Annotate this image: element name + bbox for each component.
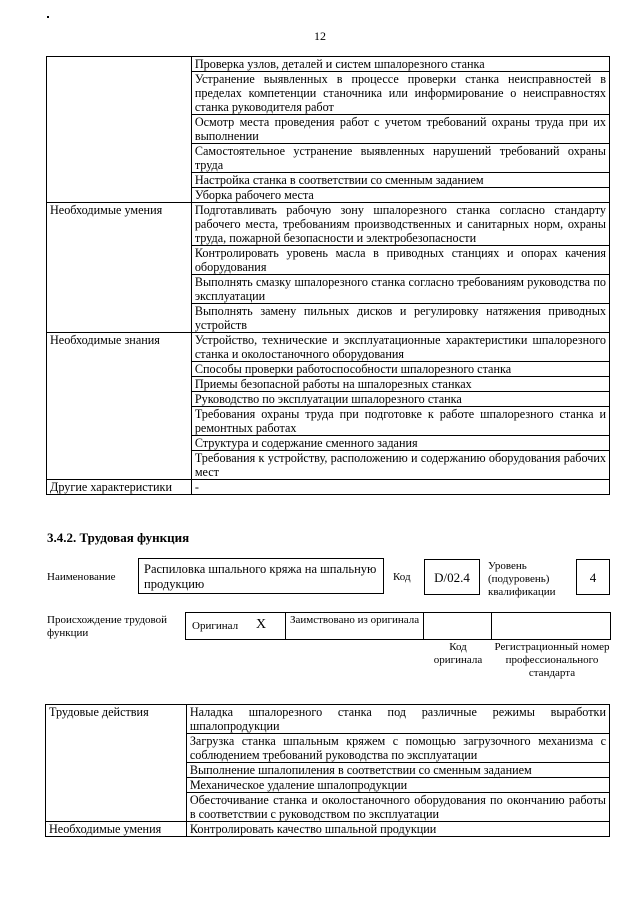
origin-divider	[491, 612, 492, 640]
labor-action-item: Загрузка станка шпальным кряжем с помощью загрузочного механизма с соблюдением требований руководства по эксплуатации	[186, 734, 609, 763]
labor-action-item: Устранение выявленных в процессе проверки станка неисправностей в пределах компетенции станочника или информирование о неисправностях станка руководителя работ	[191, 72, 609, 115]
label-cell-empty	[47, 57, 192, 203]
name-label: Наименование	[47, 571, 116, 583]
origin-divider	[423, 612, 424, 640]
section-heading: 3.4.2. Трудовая функция	[47, 530, 190, 545]
table-row	[47, 57, 610, 72]
labor-action-item: Самостоятельное устранение выявленных нарушений требований охраны труда	[191, 144, 609, 173]
knowledge-item: Устройство, технические и эксплуатационные характеристики шпалорезного станка и околостаночного оборудования	[191, 333, 609, 362]
skill-item: Подготавливать рабочую зону шпалорезного станка согласно стандарту рабочего места, требованиям производственных и санитарных норм, охраны труда, пожарной безопасности и электробезопасности	[191, 203, 609, 246]
table-row	[46, 705, 610, 734]
knowledge-item: Руководство по эксплуатации шпалорезного станка	[191, 392, 609, 407]
page-number: 12	[314, 29, 326, 43]
table-row	[47, 203, 610, 246]
knowledge-item: Требования охраны труда при подготовке к работе шпалорезного станка и ремонтных работах	[191, 407, 609, 436]
level-value: 4	[589, 570, 597, 585]
skill-item: Выполнять смазку шпалорезного станка согласно требованиям руководства по эксплуатации	[191, 275, 609, 304]
code-original-caption: Код оригинала	[433, 641, 483, 666]
actions-label: Трудовые действия	[46, 705, 187, 822]
skills-label: Необходимые умения	[47, 203, 192, 333]
labor-action-item: Выполнение шпалопиления в соответствии со сменным заданием	[186, 763, 609, 778]
skill-item: Контролировать качество шпальной продукции	[186, 822, 609, 837]
code-box	[424, 559, 480, 595]
table-row	[47, 480, 610, 495]
labor-action-item: Обесточивание станка и околостаночного оборудования по окончанию работы в соответствии с руководством по эксплуатации	[186, 793, 609, 822]
knowledge-item: Способы проверки работоспособности шпалорезного станка	[191, 362, 609, 377]
labor-action-item: Осмотр места проведения работ с учетом требований охраны труда при их выполнении	[191, 115, 609, 144]
code-value: D/02.4	[434, 570, 470, 585]
function-name-box	[138, 558, 384, 594]
labor-action-item: Настройка станка в соответствии со сменным заданием	[191, 173, 609, 188]
origin-divider	[285, 612, 286, 640]
competency-table-2	[45, 704, 610, 837]
borrowed-label: Заимствовано из оригинала	[290, 614, 420, 626]
knowledge-item: Структура и содержание сменного задания	[191, 436, 609, 451]
table-row	[46, 822, 610, 837]
knowledge-item: Требования к устройству, расположению и содержанию оборудования рабочих мест	[191, 451, 609, 480]
labor-action-item: Уборка рабочего места	[191, 188, 609, 203]
code-label: Код	[393, 571, 411, 583]
labor-action-item: Механическое удаление шпалопродукции	[186, 778, 609, 793]
labor-action-item: Проверка узлов, деталей и систем шпалорезного станка	[191, 57, 609, 72]
level-label: Уровень (подуровень) квалификации	[488, 560, 556, 598]
table-row	[47, 333, 610, 362]
original-mark: X	[256, 617, 267, 632]
other-label: Другие характеристики	[47, 480, 192, 495]
knowledge-label: Необходимые знания	[47, 333, 192, 480]
knowledge-item: Приемы безопасной работы на шпалорезных станках	[191, 377, 609, 392]
other-value: -	[191, 480, 609, 495]
skill-item: Выполнять замену пильных дисков и регулировку натяжения приводных устройств	[191, 304, 609, 333]
competency-table-1	[46, 56, 610, 495]
level-box	[576, 559, 610, 595]
reg-number-caption: Регистрационный номер профессионального стандарта	[494, 641, 610, 679]
original-label: Оригинал	[192, 620, 239, 632]
function-name: Распиловка шпального кряжа на шпальную продукцию	[144, 562, 377, 591]
scan-speck	[47, 16, 49, 18]
origin-label: Происхождение трудовой функции	[47, 614, 168, 639]
labor-action-item: Наладка шпалорезного станка под различные режимы выработки шпалопродукции	[186, 705, 609, 734]
skills-label: Необходимые умения	[46, 822, 187, 837]
skill-item: Контролировать уровень масла в приводных станциях и опорах качения оборудования	[191, 246, 609, 275]
